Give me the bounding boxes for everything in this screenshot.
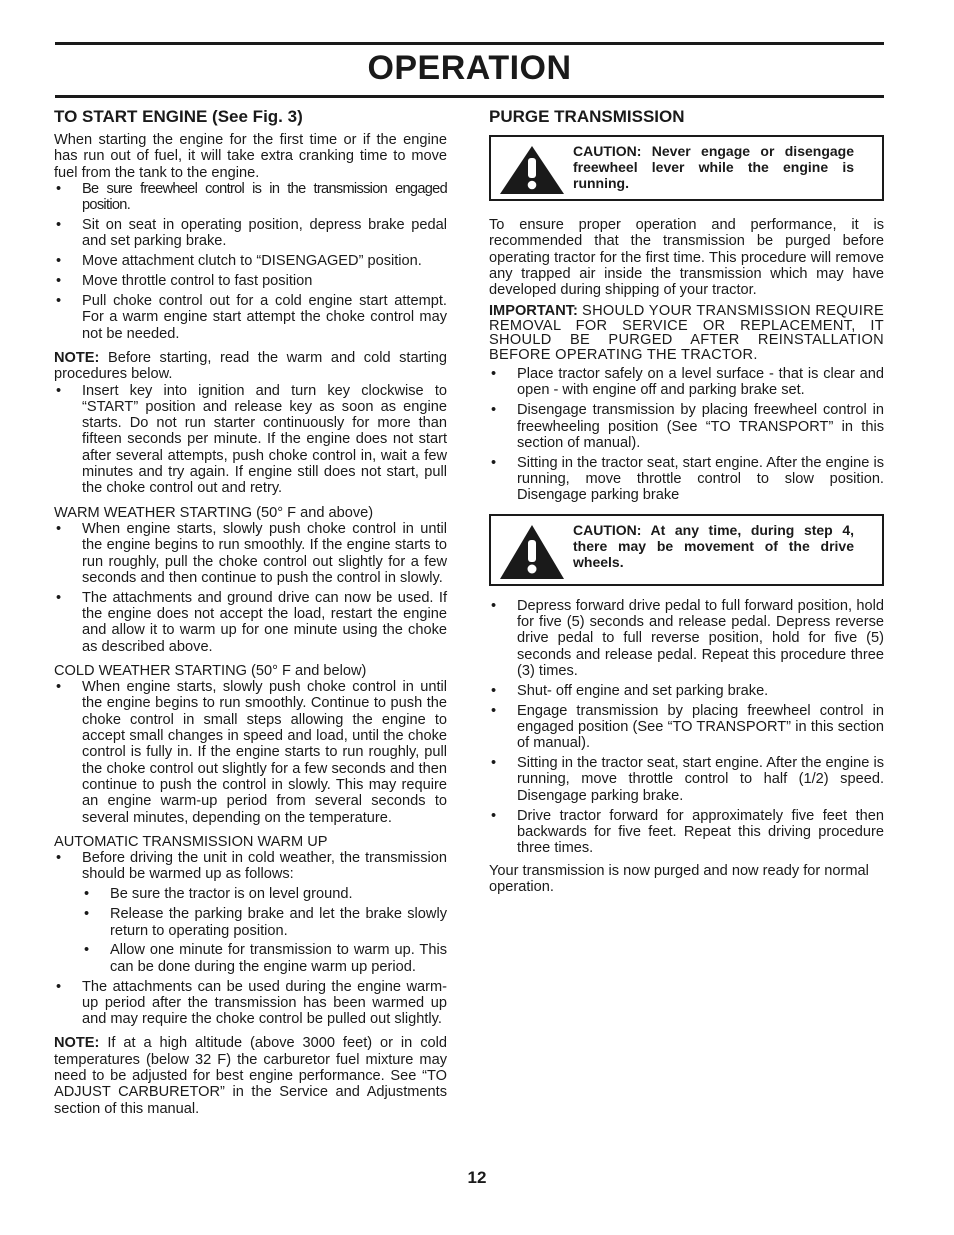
- list-item: • Move attachment clutch to “DISENGAGED” position.: [54, 253, 447, 269]
- note-altitude: [54, 1035, 447, 1116]
- note-text: If at a high altitude (above 3000 feet) or in cold temperatures (below 32 F) the carburetor fuel mixture may need to be adjusted for best engine performance. See “TO ADJUST CARBURETOR” in the Service and Adjustments section of this manual.: [54, 1035, 447, 1117]
- cold-weather-heading: COLD WEATHER STARTING (50° F and below): [54, 662, 367, 679]
- caution-text: CAUTION: At any time, during step 4, there may be movement of the drive wheels.: [573, 521, 854, 570]
- list-item: • Place tractor safely on a level surface - that is clear and open - with engine off and parking brake set.: [489, 366, 884, 399]
- title-underline: [55, 95, 884, 98]
- list-item: [54, 850, 447, 883]
- left-column: [54, 107, 447, 1117]
- cold-steps-list: [54, 679, 447, 826]
- purge-heading: PURGE TRANSMISSION: [489, 107, 685, 126]
- note-label: NOTE:: [54, 1035, 100, 1052]
- start-engine-heading: TO START ENGINE (See Fig. 3): [54, 107, 303, 126]
- list-item: • Pull choke control out for a cold engine start attempt. For a warm engine start attempt the choke control may not be needed.: [54, 293, 447, 342]
- list-item: • Allow one minute for transmission to warm up. This can be done during the engine warm up period.: [82, 942, 447, 975]
- important-text: SHOULD YOUR TRANSMISSION REQUIRE REMOVAL FOR SERVICE OR REPLACEMENT, IT SHOULD BE PURGED AFTER REINSTALLATION BEFORE OPERATING THE TRACTOR.: [489, 303, 885, 363]
- list-item: • Sitting in the tractor seat, start engine. After the engine is running, move throttle control to half (1/2) speed. Disengage parking brake.: [489, 755, 884, 804]
- important-label: IMPORTANT:: [489, 303, 578, 320]
- top-rule: [55, 42, 884, 45]
- list-item: • Depress forward drive pedal to full forward position, hold for five (5) seconds and release pedal. Depress reverse drive pedal to full reverse position, hold for five (5) seconds and release pedal. Repeat this procedure three (3) times.: [489, 598, 884, 679]
- list-item: • The attachments and ground drive can now be used. If the engine does not accept the load, restart the engine and allow it to warm up for one minute using the choke as described above.: [54, 590, 447, 655]
- auto-warmup-heading: AUTOMATIC TRANSMISSION WARM UP: [54, 833, 328, 850]
- purge-steps-list-b: [489, 598, 884, 857]
- purge-outro: Your transmission is now purged and now ready for normal operation.: [489, 862, 869, 895]
- list-item: • Drive tractor forward for approximately five feet then backwards for five feet. Repeat this driving procedure three times.: [489, 808, 884, 857]
- warm-weather-heading: WARM WEATHER STARTING (50° F and above): [54, 504, 374, 521]
- list-item: • Engage transmission by placing freewheel control in engaged position (See “TO TRANSPORT” in this section of manual).: [489, 703, 884, 752]
- list-item: • Be sure the tractor is on level ground.: [82, 886, 447, 902]
- list-item: • When engine starts, slowly push choke control in until the engine begins to run smoothly. If the engine starts to run roughly, pull the choke control out slightly for a few seconds and then continue to push the control in slowly.: [54, 521, 447, 586]
- warm-steps-list: [54, 521, 447, 655]
- list-item: • When engine starts, slowly push choke control in until the engine begins to run smoothly. Continue to push the choke control in small steps allowing the engine to accept small changes in speed and load, until the choke control is fully in. If the engine starts to run roughly, pull the choke control out slightly for a few seconds and then continue to push the control in slowly. This may require an engine warm-up period from several seconds to several minutes, depending on the temperature.: [54, 679, 447, 826]
- start-engine-intro: When starting the engine for the first time or if the engine has run out of fuel, it will take extra cranking time to move fuel from the tank to the engine.: [54, 132, 447, 181]
- start-steps-list: [54, 181, 447, 342]
- list-item: • Be sure freewheel control is in the transmission engaged position.: [54, 181, 447, 214]
- page-number: 12: [467, 1168, 487, 1187]
- list-item: • Sit on seat in operating position, depress brake pedal and set parking brake.: [54, 217, 447, 250]
- key-step-list: [54, 383, 447, 497]
- list-item: • Shut- off engine and set parking brake.: [489, 683, 884, 699]
- caution-text: CAUTION: Never engage or disengage freewheel lever while the engine is running.: [573, 143, 854, 191]
- auto-steps-list: [54, 850, 447, 883]
- list-item: • Insert key into ignition and turn key clockwise to “START” position and release key as soon as engine starts. Do not run starter continuously for more than fifteen seconds per minute. If the engine does not start after several attempts, push choke control in, wait a few minutes and try again. If engine still does not start, pull the choke control out and retry.: [54, 383, 447, 497]
- warning-exclamation-icon: [499, 145, 565, 195]
- note-label: NOTE:: [54, 349, 100, 366]
- auto-last-list: [54, 979, 447, 1028]
- purge-intro: To ensure proper operation and performance, it is recommended that the transmission be purged before operating tractor for the first time. This procedure will remove any trapped air inside the transmission which may have developed during shipping of your tractor.: [489, 217, 884, 299]
- list-item: • The attachments can be used during the engine warm-up period after the transmission has been warmed up and may require the choke control be pulled out slightly.: [54, 979, 447, 1028]
- caution-box-freewheel: [489, 135, 884, 201]
- auto-step-text: Before driving the unit in cold weather, the transmission should be warmed up as follows:: [82, 850, 447, 883]
- auto-substeps-list: [82, 886, 447, 975]
- page-title: OPERATION: [367, 49, 572, 87]
- list-item: • Release the parking brake and let the brake slowly return to operating position.: [82, 906, 447, 939]
- note-text: Before starting, read the warm and cold starting procedures below.: [54, 349, 447, 383]
- right-column: [489, 107, 884, 895]
- caution-box-drive-wheels: [489, 514, 884, 586]
- list-item: • Move throttle control to fast position: [54, 273, 447, 289]
- list-item: • Sitting in the tractor seat, start engine. After the engine is running, move throttle control to slow position. Disengage parking brake: [489, 455, 884, 504]
- warning-exclamation-icon: [499, 524, 565, 580]
- list-item: • Disengage transmission by placing freewheel control in freewheeling position (See “TO TRANSPORT” in this section of manual).: [489, 402, 884, 451]
- note-before-starting: [54, 350, 447, 383]
- important-note: [489, 304, 884, 362]
- purge-steps-list-a: [489, 366, 884, 504]
